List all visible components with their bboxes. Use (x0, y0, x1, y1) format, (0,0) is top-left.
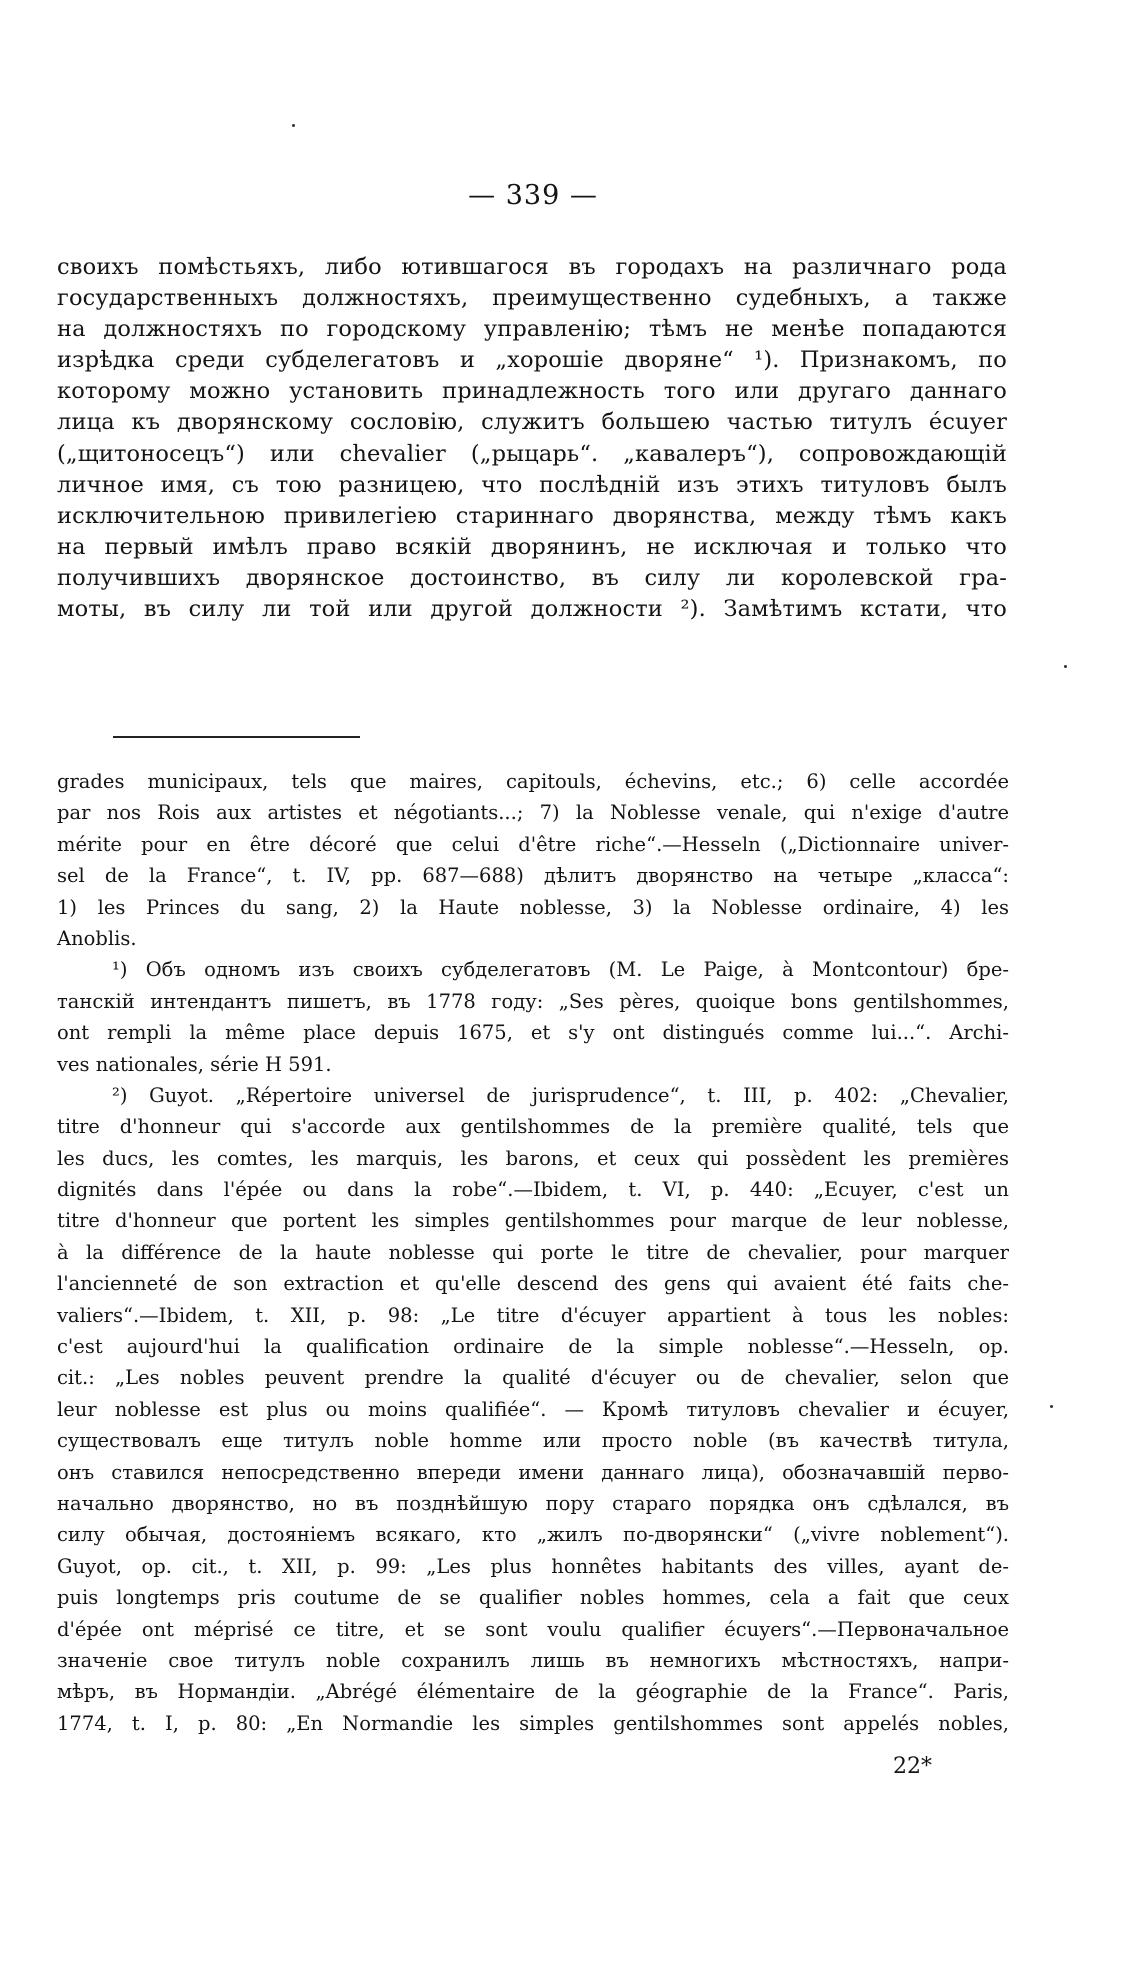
footnote-line: Anoblis. (57, 926, 137, 950)
footnote-line: значеніе свое титулъ noble сохранилъ лишь въ немногихъ мѣстностяхъ, напри- (57, 1648, 1009, 1672)
footnote-line: sel de la France“, t. IV, pp. 687—688) дѣлитъ дворянство на четыре „класса“: (57, 864, 1009, 888)
footnote-line: начально дворянство, но въ позднѣйшую пору стараго порядка онъ сдѣлался, въ (57, 1491, 1009, 1515)
scan-speck (1050, 1405, 1053, 1408)
footnote-line: l'ancienneté de son extraction et qu'elle descend des gens qui avaient été faits che- (57, 1272, 1009, 1296)
body-line: лица къ дворянскому сословію, служитъ большею частью титулъ écuyer (57, 409, 1007, 436)
footnote-line: ves nationales, série H 591. (57, 1052, 332, 1076)
body-line: („щитоносецъ“) или chevalier („рыцарь“. „кавалеръ“), сопровождающій (57, 440, 1007, 467)
footnote-line: grades municipaux, tels que maires, capitouls, échevins, etc.; 6) celle accordée (57, 770, 1009, 793)
footnote-line: силу обычая, достояніемъ всякаго, кто „жилъ по-дворянски“ („vivre noblement“). (57, 1523, 1009, 1547)
footnote-line: cit.: „Les nobles peuvent prendre la qualité d'écuyer ou de chevalier, selon que (57, 1366, 1009, 1390)
footnote-line: танскій интендантъ пишетъ, въ 1778 году: „Ses pères, quoique bons gentilshommes, (57, 989, 1009, 1013)
footnotes-block (57, 766, 1009, 1739)
footnote-2-start: ²) Guyot. „Répertoire universel de jurisprudence“, t. III, p. 402: „Chevalier, (112, 1083, 1009, 1107)
footnote-line: les ducs, les comtes, les marquis, les barons, et ceux qui possèdent les premières (57, 1146, 1009, 1170)
footnote-line: 1774, t. I, p. 80: „En Normandie les simples gentilshommes sont appelés nobles, (57, 1711, 1009, 1735)
body-line: государственныхъ должностяхъ, преимущественно судебныхъ, а также (57, 285, 1007, 312)
footnote-line: puis longtemps pris coutume de se qualifier nobles hommes, cela a fait que ceux (57, 1586, 1009, 1610)
body-line: на должностяхъ по городскому управленію; тѣмъ не менѣе попадаются (57, 316, 1007, 343)
scan-speck (292, 124, 295, 127)
body-line: изрѣдка среди субделегатовъ и „хорошіе дворяне“ ¹). Признакомъ, по (57, 347, 1007, 374)
footnote-line: c'est aujourd'hui la qualification ordinaire de la simple noblesse“.—Hesseln, op. (57, 1335, 1009, 1359)
footnote-line: à la différence de la haute noblesse qui porte le titre de chevalier, pour marquer (57, 1240, 1009, 1264)
footnote-line: 1) les Princes du sang, 2) la Haute noblesse, 3) la Noblesse ordinaire, 4) les (57, 895, 1009, 919)
footnote-line: онъ ставился непосредственно впереди имени даннаго лица), обозначавшій перво- (57, 1460, 1009, 1484)
footnote-line: мѣръ, въ Нормандіи. „Abrégé élémentaire de la géographie de la France“. Paris, (57, 1680, 1009, 1704)
body-line: своихъ помѣстьяхъ, либо ютившагося въ городахъ на различнаго рода (57, 254, 1007, 280)
footnote-line: titre d'honneur que portent les simples gentilshommes pour marque de leur noblesse, (57, 1209, 1009, 1233)
page-number: — 339 — (468, 180, 598, 211)
footnote-line: mérite pour en être décoré que celui d'être riche“.—Hesseln („Dictionnaire univer- (57, 832, 1009, 856)
printer-signature-mark: 22* (893, 1754, 932, 1779)
footnote-line: leur noblesse est plus ou moins qualifiée“. — Кромѣ титуловъ chevalier и écuyer, (57, 1397, 1009, 1421)
footnote-line: dignités dans l'épée ou dans la robe“.—Ibidem, t. VI, p. 440: „Ecuyer, c'est un (57, 1178, 1009, 1202)
body-line: на первый имѣлъ право всякій дворянинъ, не исключая и только что (57, 533, 1007, 560)
footnote-line: d'épée ont méprisé ce titre, et se sont voulu qualifier écuyers“.—Первоначальное (57, 1617, 1009, 1641)
body-line: моты, въ силу ли той или другой должности ²). Замѣтимъ кстати, что (57, 596, 1007, 623)
footnote-line: Guyot, op. cit., t. XII, p. 99: „Les plus honnêtes habitants des villes, ayant de- (57, 1554, 1009, 1578)
body-line: исключительною привилегіею стариннаго дворянства, между тѣмъ какъ (57, 502, 1007, 529)
footnote-line: существовалъ еще титулъ noble homme или просто noble (въ качествѣ титула, (57, 1429, 1009, 1453)
body-line: которому можно установить принадлежность того или другаго даннаго (57, 378, 1007, 405)
footnote-line: ont rempli la même place depuis 1675, et s'y ont distingués comme lui...“. Archi- (57, 1021, 1009, 1045)
footnote-line: titre d'honneur qui s'accorde aux gentilshommes de la première qualité, tels que (57, 1115, 1009, 1139)
footnote-line: par nos Rois aux artistes et négotiants...; 7) la Noblesse venale, qui n'exige d'autre (57, 801, 1009, 825)
footnote-1-start: ¹) Объ одномъ изъ своихъ субделегатовъ (M. Le Paige, à Montcontour) бре- (112, 958, 1009, 982)
scan-speck (1064, 665, 1067, 668)
footnote-line: valiers“.—Ibidem, t. XII, p. 98: „Le titre d'écuyer appartient à tous les nobles: (57, 1303, 1009, 1327)
body-line: личное имя, съ тою разницею, что послѣдній изъ этихъ титуловъ былъ (57, 471, 1007, 498)
body-line: получившихъ дворянское достоинство, въ силу ли королевской гра- (57, 564, 1007, 591)
main-body-text (57, 252, 1007, 625)
footnote-separator-rule (113, 736, 360, 738)
